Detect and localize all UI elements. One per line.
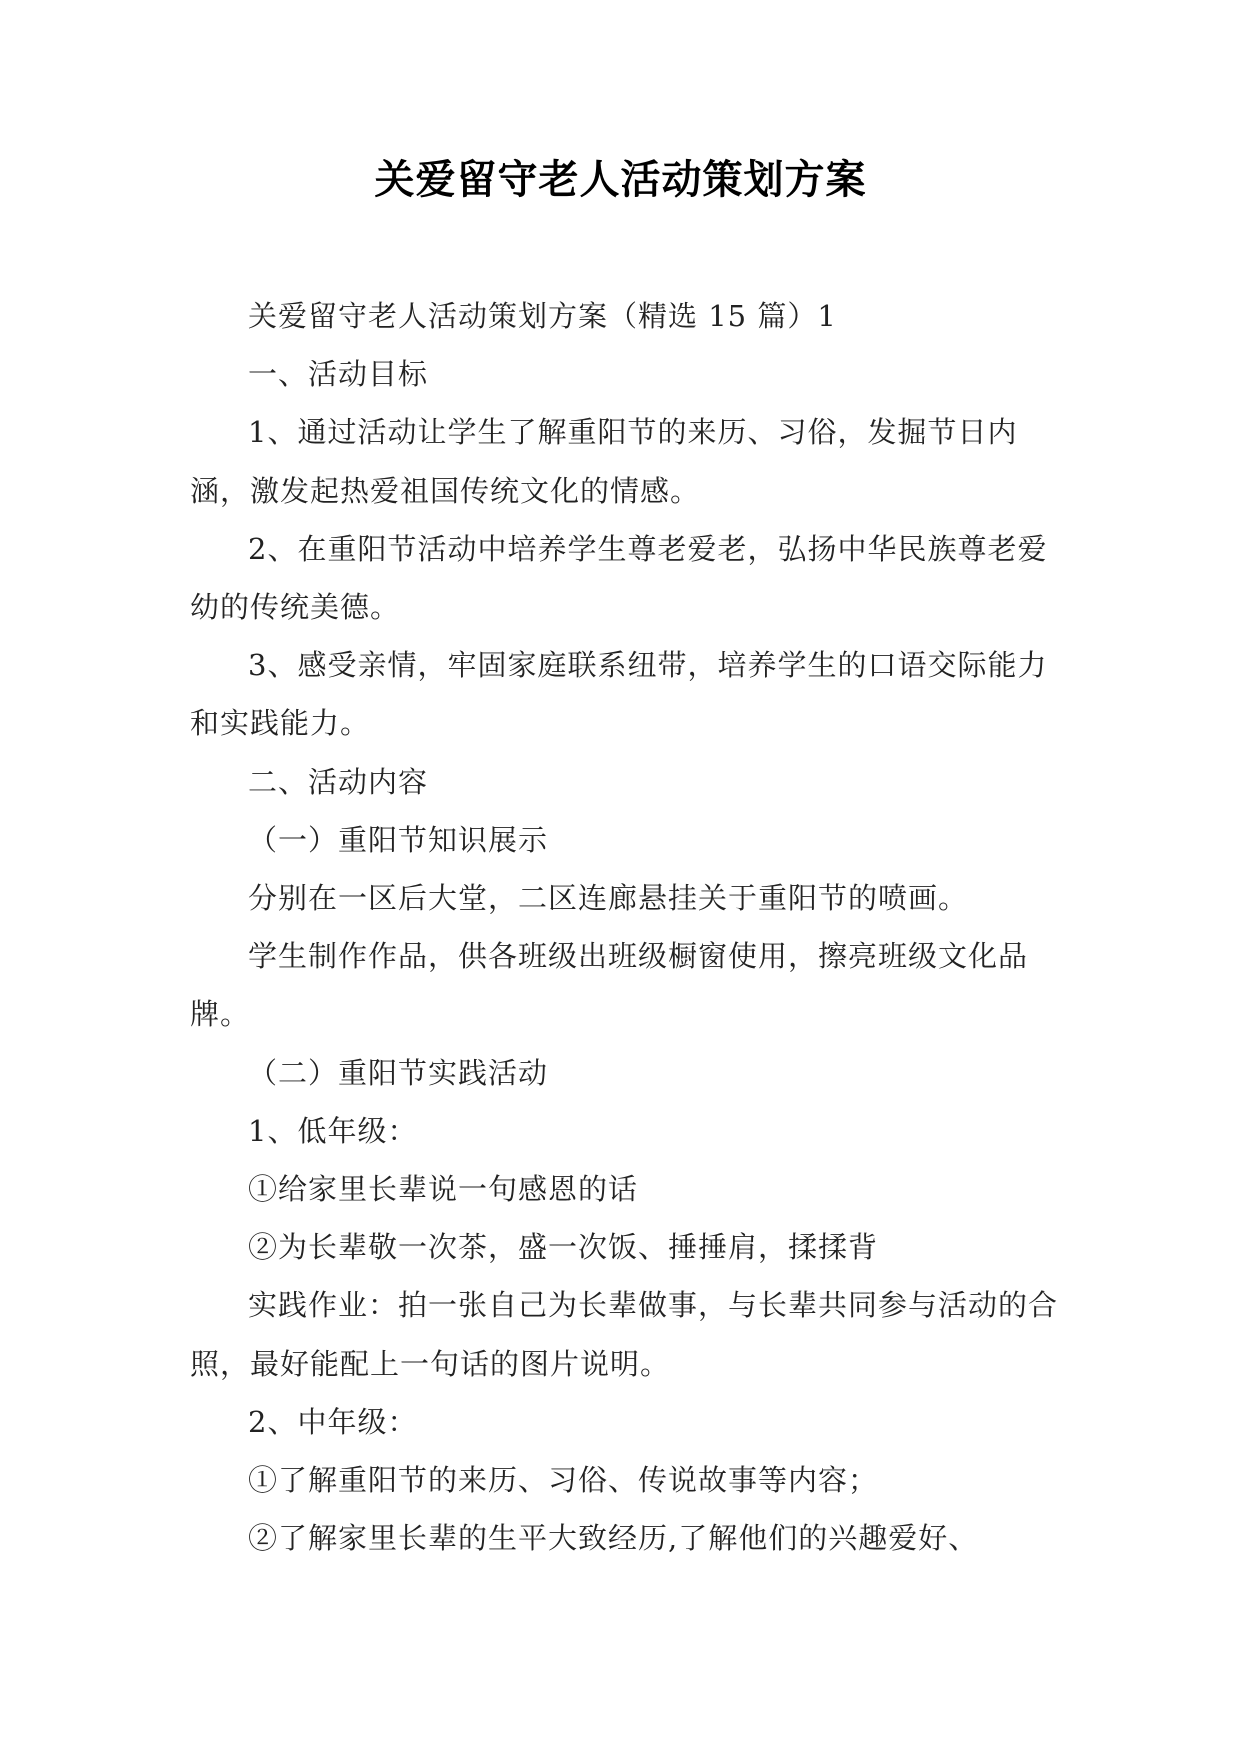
list-item: ②为长辈敬一次茶，盛一次饭、捶捶肩，揉揉背 (248, 1230, 879, 1265)
paragraph: 2、在重阳节活动中培养学生尊老爱老，弘扬中华民族尊老爱幼的传统美德。 (190, 531, 1048, 625)
paragraph: 分别在一区后大堂，二区连廊悬挂关于重阳节的喷画。 (248, 881, 969, 916)
subsection-heading: （二）重阳节实践活动 (248, 1055, 549, 1090)
paragraph: 3、感受亲情，牢固家庭联系纽带，培养学生的口语交际能力和实践能力。 (190, 648, 1048, 741)
list-item: ①了解重阳节的来历、习俗、传说故事等内容； (248, 1463, 879, 1498)
paragraph: 关爱留守老人活动策划方案（精选 15 篇）1 (248, 299, 837, 333)
document-title: 关爱留守老人活动策划方案 (374, 156, 867, 203)
document-body (190, 287, 1070, 1567)
paragraph: 实践作业：拍一张自己为长辈做事，与长辈共同参与活动的合照，最好能配上一句话的图片说明。 (190, 1288, 1059, 1381)
section-heading: 二、活动内容 (248, 764, 429, 799)
subsection-heading: （一）重阳节知识展示 (248, 822, 549, 857)
section-heading: 一、活动目标 (248, 357, 429, 392)
list-heading: 2、中年级： (248, 1404, 418, 1439)
list-item: ②了解家里长辈的生平大致经历,了解他们的兴趣爱好、 (248, 1521, 979, 1556)
list-item: ①给家里长辈说一句感恩的话 (248, 1172, 639, 1207)
list-heading: 1、低年级： (248, 1113, 418, 1148)
paragraph: 学生制作作品，供各班级出班级橱窗使用，擦亮班级文化品牌。 (190, 939, 1029, 1032)
paragraph: 1、通过活动让学生了解重阳节的来历、习俗，发掘节日内涵，激发起热爱祖国传统文化的情感。 (190, 415, 1018, 508)
